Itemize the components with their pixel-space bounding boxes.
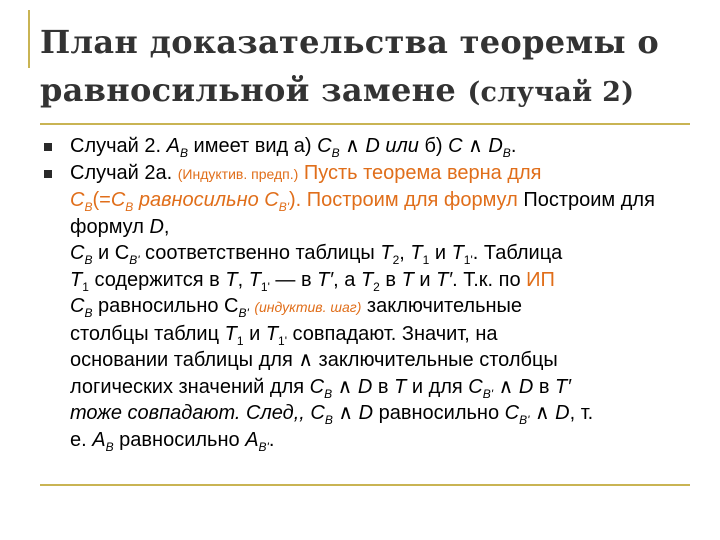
bullet-list — [44, 133, 694, 453]
decor-vertical-line — [28, 10, 30, 68]
and-symbol: ∧ — [462, 135, 489, 157]
bullet-item-case-2 — [44, 133, 694, 160]
bullet-item-case-2a: Случай 2а. (Индуктив. предп.) Пусть теорема верна для $C_B(=C_B$ равносильно $С_{B'}$). Построим для формул Построим для формул D, $C_B$ и $С_{B'}$ соответственно таблицы $T_2$, $T_1$ и $T_{1'}$. Таблица $T_1$ содержится в T, $T_{1'}$ — в T′, а $T_2$ в T и T′. Т.к. по ИП $C_B$ равносильно $С_{B'}$ (индуктив. шаг) заключительные столбцы таблиц $T_1$ и $T_{1'}$ совпадают. Значит, на основании таблицы для ∧ заключительные столбцы логических значений для $C_B$ ∧ D в T и для $C_{B'}$ ∧ D в T′ тоже совпадают. След,, $C_B$ ∧ D равносильно $C_{B'}$ ∧ D, т. е. $A_B$ равносильно $A_{B'}$. — [44, 160, 694, 454]
square-bullet-icon — [44, 170, 52, 178]
and-symbol: ∧ — [339, 135, 366, 157]
footer-divider — [40, 484, 690, 486]
text: Случай 2а. — [70, 161, 178, 184]
formula-sub: B — [331, 146, 340, 160]
square-bullet-icon — [44, 143, 52, 151]
title-line-2 — [40, 66, 700, 117]
title-line-2-main: равносильной замене — [40, 71, 468, 109]
title-case: (случай 2) — [467, 77, 635, 108]
orange-formula-span: $C_B(=C_B$ равносильно $С_{B'}$). Построим для формул — [70, 189, 524, 214]
slide-title — [40, 18, 700, 117]
text: б) — [424, 135, 449, 157]
formula-sub: B — [502, 146, 511, 160]
formula-var: C — [317, 135, 332, 157]
text: имеет вид а) — [187, 135, 318, 157]
text: или — [379, 135, 425, 157]
ip-abbrev: ИП — [526, 268, 555, 291]
title-line-1: План доказательства теоремы о — [40, 23, 659, 61]
title-divider — [40, 123, 690, 125]
induction-hypothesis-note: (Индуктив. предп.) Пусть теорема верна для — [177, 161, 542, 184]
text: . — [510, 135, 517, 157]
text: Построим для формул — [70, 189, 655, 238]
formula-var: C — [448, 135, 463, 157]
formula-var: A — [166, 135, 180, 157]
induction-step-note: (индуктив. шаг) — [254, 299, 362, 315]
formula-var: D — [488, 135, 503, 157]
text: Случай 2. — [70, 135, 167, 157]
formula-var: D — [365, 135, 380, 157]
formula-sub: B — [179, 146, 188, 160]
